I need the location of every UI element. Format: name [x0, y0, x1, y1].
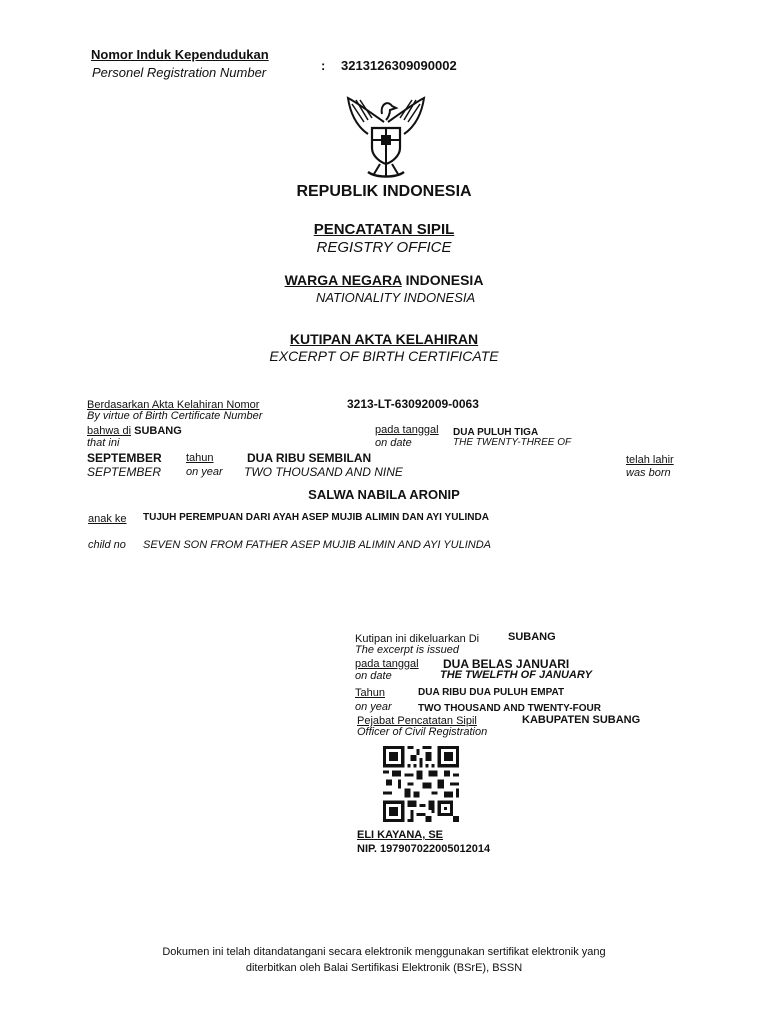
title-document-en: EXCERPT OF BIRTH CERTIFICATE [269, 348, 499, 364]
issue-year-label: Tahun [355, 687, 385, 699]
place-label: bahwa di [87, 425, 132, 437]
issue-year-value: DUA RIBU DUA PULUH EMPAT [418, 687, 565, 698]
issued-label-en: The excerpt is issued [355, 644, 459, 656]
issue-date-label: pada tanggal [355, 658, 419, 670]
issue-date-value-en: THE TWELFTH OF JANUARY [440, 669, 592, 681]
nik-label-en: Personel Registration Number [92, 65, 267, 80]
place-row [87, 425, 182, 437]
qr-code-icon [382, 746, 460, 822]
issued-label: Kutipan ini dikeluarkan Di [355, 633, 480, 645]
basis-label-en: By virtue of Birth Certificate Number [87, 410, 263, 422]
birth-date-value: DUA PULUH TIGA [453, 427, 539, 438]
birth-year-label-en: on year [186, 466, 223, 478]
footer-line-2: diterbitkan oleh Balai Sertifikasi Elektronik (BSrE), BSSN [245, 962, 523, 974]
birth-year-value-en: TWO THOUSAND AND NINE [244, 465, 403, 479]
issue-date-value: DUA BELAS JANUARI [443, 657, 570, 671]
title-office: PENCATATAN SIPIL [313, 221, 455, 238]
birth-date-label-en: on date [375, 437, 412, 449]
birth-date-value-en: THE TWENTY-THREE OF [453, 437, 572, 448]
title-nationality-en: NATIONALITY INDONESIA [316, 290, 476, 305]
nik-value: 3213126309090002 [341, 58, 457, 73]
officer-unit: KABUPATEN SUBANG [522, 714, 641, 726]
child-name: SALWA NABILA ARONIP [308, 487, 460, 502]
child-order-value-en: SEVEN SON FROM FATHER ASEP MUJIB ALIMIN AND AYI YULINDA [143, 539, 491, 551]
child-order-label: anak ke [88, 513, 127, 525]
birth-date-label: pada tanggal [375, 424, 439, 436]
title-country: REPUBLIK INDONESIA [296, 183, 472, 200]
basis-label: Berdasarkan Akta Kelahiran Nomor [87, 399, 260, 411]
born-label-en: was born [626, 467, 671, 479]
title-nationality [0, 272, 768, 288]
child-order-value: TUJUH PEREMPUAN DARI AYAH ASEP MUJIB ALIMIN DAN AYI YULINDA [143, 512, 489, 523]
place-label-en: that ini [87, 437, 120, 449]
birth-year-value: DUA RIBU SEMBILAN [247, 451, 372, 465]
birth-year-label: tahun [186, 452, 214, 464]
nationality-underlined: WARGA NEGARA [284, 272, 402, 288]
issue-year-label-en: on year [355, 701, 392, 713]
officer-label: Pejabat Pencatatan Sipil [357, 715, 477, 727]
birth-month-en: SEPTEMBER [87, 465, 162, 479]
title-office-en: REGISTRY OFFICE [316, 239, 452, 256]
garuda-pancasila-emblem-icon [340, 92, 432, 184]
child-order-label-en: child no [88, 539, 126, 551]
born-label: telah lahir [626, 454, 674, 466]
officer-label-en: Officer of Civil Registration [357, 726, 488, 738]
birth-month: SEPTEMBER [87, 451, 162, 465]
place-value: SUBANG [134, 425, 182, 437]
title-document: KUTIPAN AKTA KELAHIRAN [289, 331, 479, 347]
cert-number: 3213-LT-63092009-0063 [347, 397, 479, 411]
issue-date-label-en: on date [355, 670, 392, 682]
signer-name: ELI KAYANA, SE [357, 829, 443, 841]
issue-year-value-en: TWO THOUSAND AND TWENTY-FOUR [418, 703, 601, 714]
nationality-rest: INDONESIA [401, 272, 484, 288]
footer-line-1: Dokumen ini telah ditandatangani secara elektronik menggunakan sertifikat elektronik yang [162, 946, 606, 958]
nik-label: Nomor Induk Kependudukan [91, 47, 269, 62]
signer-nip: NIP. 197907022005012014 [357, 843, 491, 855]
issued-place: SUBANG [508, 631, 556, 643]
nik-colon: : [321, 58, 326, 73]
